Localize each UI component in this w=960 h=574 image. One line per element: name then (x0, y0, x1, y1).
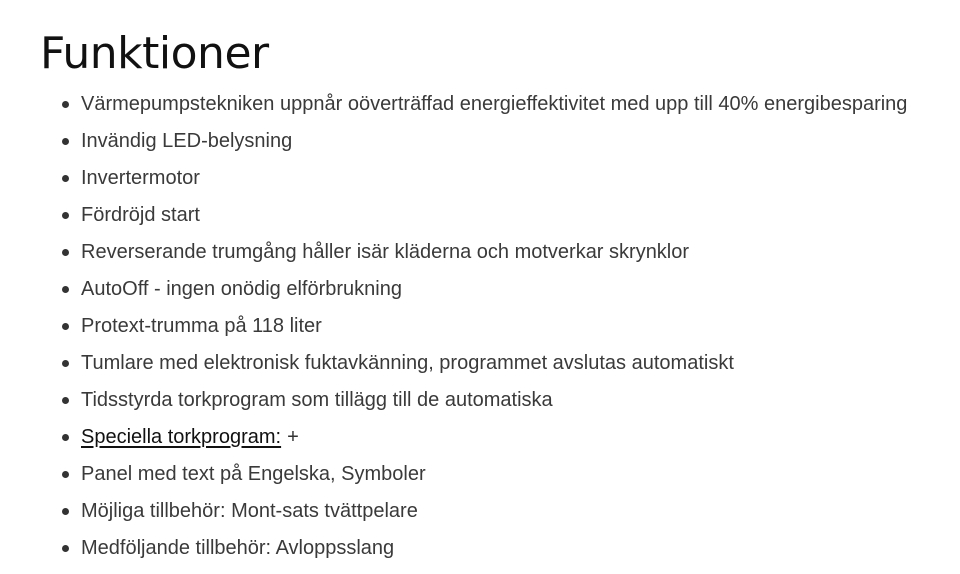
bullet-icon (62, 397, 69, 404)
bullet-icon (62, 249, 69, 256)
bullet-icon (62, 138, 69, 145)
feature-text: Tidsstyrda torkprogram som tillägg till de automatiska (81, 389, 553, 411)
list-item (0, 160, 960, 197)
bullet-icon (62, 175, 69, 182)
section-heading: Funktioner (40, 28, 269, 79)
bullet-icon (62, 434, 69, 441)
feature-list (0, 86, 960, 567)
feature-text: Tumlare med elektronisk fuktavkänning, programmet avslutas automatiskt (81, 352, 734, 374)
list-item (0, 271, 960, 308)
bullet-icon (62, 360, 69, 367)
feature-text: Fördröjd start (81, 204, 200, 226)
bullet-icon (62, 286, 69, 293)
list-item (0, 493, 960, 530)
feature-text: Medföljande tillbehör: Avloppsslang (81, 537, 395, 559)
list-item (0, 234, 960, 271)
list-item (0, 308, 960, 345)
list-item (0, 197, 960, 234)
feature-text: Invändig LED-belysning (81, 130, 293, 152)
list-item (0, 123, 960, 160)
feature-text: Invertermotor (81, 167, 200, 189)
bullet-icon (62, 323, 69, 330)
special-programs-link[interactable]: Speciella torkprogram: (81, 426, 282, 448)
list-item (0, 86, 960, 123)
special-programs-item (0, 419, 960, 456)
list-item (0, 382, 960, 419)
list-item (0, 456, 960, 493)
feature-text: Protext-trumma på 118 liter (81, 315, 322, 337)
feature-text: AutoOff - ingen onödig elförbrukning (81, 278, 402, 300)
list-item (0, 345, 960, 382)
expand-plus-icon[interactable]: + (287, 426, 299, 448)
bullet-icon (62, 545, 69, 552)
feature-text: Värmepumpstekniken uppnår oöverträffad energieffektivitet med upp till 40% energibesparing (81, 93, 908, 115)
bullet-icon (62, 212, 69, 219)
list-item (0, 530, 960, 567)
bullet-icon (62, 508, 69, 515)
feature-text: Möjliga tillbehör: Mont-sats tvättpelare (81, 500, 418, 522)
bullet-icon (62, 101, 69, 108)
feature-text: Panel med text på Engelska, Symboler (81, 463, 426, 485)
feature-text: Reverserande trumgång håller isär kläderna och motverkar skrynklor (81, 241, 690, 263)
bullet-icon (62, 471, 69, 478)
